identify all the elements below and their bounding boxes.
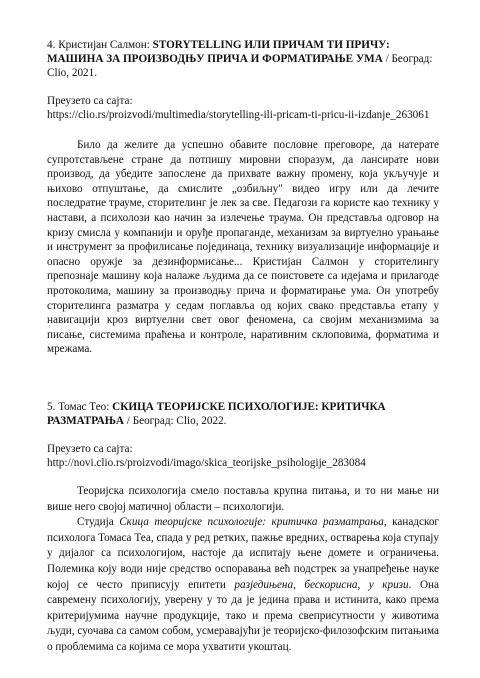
source-url[interactable]: https://clio.rs/proizvodi/multimedia/storytelling-ili-pricam-ti-pricu-ii-izdanje_263061 bbox=[47, 109, 430, 121]
source-label: Преузето са сајта: bbox=[47, 95, 133, 107]
book-entry bbox=[47, 400, 439, 656]
entry-description-intro: Теоријска психологија смело поставља крупна питања, и то ни мање ни више него својој матичној области – психологији. bbox=[47, 485, 439, 513]
entry-publisher: / Београд: Clio, 2022. bbox=[126, 415, 227, 427]
entry-title: СКИЦА ТЕОРИЈСКЕ ПСИХОЛОГИЈЕ: КРИТИЧКА РАЗМАТРАЊА bbox=[47, 401, 386, 427]
entry-number: 4. bbox=[47, 39, 56, 51]
entry-author: Томас Тео: bbox=[58, 401, 110, 413]
description-text: , канадског психолога Томаса Теа, спада у ред ретких, пажње вредних, остварења која ступају у дијалог са психологијом, настоје да испитају њене домете и ограничења. Полемика коју води није средство оспоравања већ подстрек за унапређење науке којој се често приписују епитети bbox=[47, 516, 439, 591]
entry-title: STORYTELLING ИЛИ ПРИЧАМ ТИ ПРИЧУ: МАШИНА ЗА ПРОИЗВОДЊУ ПРИЧА И ФОРМАТИРАЊЕ УМА bbox=[47, 39, 390, 65]
entry-author: Кристијан Салмон: bbox=[58, 39, 150, 51]
entry-description bbox=[47, 515, 439, 655]
entry-heading bbox=[47, 400, 439, 428]
source-label: Преузето са сајта: bbox=[47, 443, 133, 455]
entry-description: Било да желите да успешно обавите пословне преговоре, да натерате супротстављене стране да потпишу мировни споразум, да лансирате нови производ, да убедите запослене да прихвате важну промену, која укључује и њихово отпуштање, да смислите „озбиљну" видео игру или да лечите последратне трауме, сторителинг је лек за све. Педагози га користе као технику у настави, а психолози као начин за излечење траума. Он представља одговор на кризу смисла у компанији и оруђе пропаганде, механизам за виртуелно урањање и инструмент за профилисање појединаца, технику визуализације информације и опасно оружје за дезинформисање... Кристијан Салмон у сторителингу препознаје машину која налаже људима да се поистовете са идејама и прилагоде протоколима, машину за производњу прича и форматирање ума. Он употребу сторителинга разматра у седам поглавља од којих свако представља етапу у навигацији кроз виртуелни свет овог феномена, са својим механизмима за писање, системима праћења и контроле, наративним склоповима, форматима и мрежама. bbox=[47, 139, 439, 356]
book-entry bbox=[47, 38, 439, 357]
book-title-italic: Скица теоријске психологије: критичка разматрања bbox=[119, 516, 384, 529]
entry-publisher: / Београд: Clio, 2021. bbox=[47, 53, 433, 79]
entry-number: 5. bbox=[47, 401, 56, 413]
description-text: Студија bbox=[77, 516, 120, 529]
description-text: . Она савремену психологију, уверену у то да је једина права и истинита, како према критеријумима научне продукције, тако и према свеприсутности у животима људи, суочава са самом собом, усмеравајући је теоријско-филозофским питањима о проблемима са којима се мора ухватити укоштац. bbox=[47, 578, 439, 653]
epithets-italic: разједињена, бескорисна, у кризи bbox=[234, 578, 409, 591]
entry-heading bbox=[47, 38, 439, 80]
source-url[interactable]: http://novi.clio.rs/proizvodi/imago/skica_teorijske_psihologije_283084 bbox=[47, 457, 366, 469]
